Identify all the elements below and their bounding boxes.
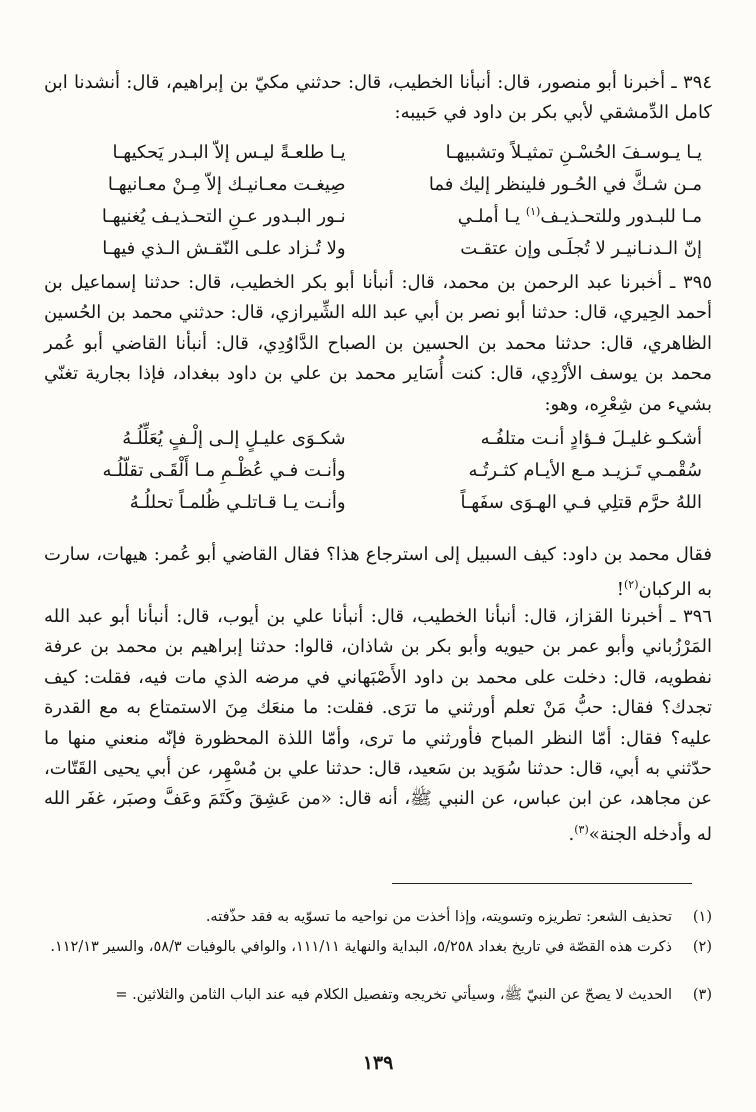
verse <box>54 422 702 454</box>
paragraph-end-mark: . <box>568 823 575 845</box>
verse <box>54 136 702 168</box>
verse-first-text: مـا للبـدور وللتحـذيـف <box>540 206 702 227</box>
verse-first-hemistich: سُقْمـي تَـزيـد مـع الأيـام كثـرتُـه <box>468 459 702 481</box>
footnote-mark: (٢) <box>692 939 712 955</box>
verse-second-hemistich: صِيغـت معـانيـك إلاّ مِـنْ معـانيهـا <box>107 173 346 195</box>
verse-first-hemistich: اللهُ حرَّم قتلِي فـي الهـوَى سفَهـاً <box>460 491 702 513</box>
footnote-2 <box>44 936 712 959</box>
verse-first-hemistich <box>410 205 702 227</box>
verse <box>54 486 702 518</box>
verse-first-text-end: يـا أملـي <box>457 206 526 227</box>
poem-1 <box>54 136 702 264</box>
footnote-ref-2[interactable]: (٢) <box>623 578 639 592</box>
verse-second-hemistich: نـور البـدور عـنِ التحـذيـف يُغنيهـا <box>101 205 346 227</box>
verse <box>54 454 702 486</box>
poem-2 <box>54 422 702 518</box>
footnote-mark: (١) <box>692 909 712 925</box>
verse-second-hemistich: وأنـت فـي عُظْـمِ مـا أَلْقَـى تقلّلُـه <box>102 459 346 481</box>
footnote-3 <box>44 984 712 1007</box>
paragraph-394: ٣٩٤ ـ أخبرنا أبو منصور، قال: أنبأنا الخطيب، قال: حدثني مكيّ بن إبراهيم، قال: أنشدنا ابن كامل الدِّمشقي لأبي بكر بن داود في حَبيبه: <box>44 72 712 124</box>
verse-first-hemistich: إنّ الـدنـانيـر لا تُجلَـى وإن عتقـت <box>460 237 702 259</box>
page-number: ١٣٩ <box>362 1052 394 1074</box>
verse <box>54 232 702 264</box>
footnote-1 <box>44 906 712 929</box>
footnote-mark: (٣) <box>692 987 712 1003</box>
verse-first-hemistich: مـن شـكَّ في الحُـور فلينظر إليك فما <box>428 173 702 195</box>
paragraph-396 <box>44 602 712 850</box>
paragraph-395: ٣٩٥ ـ أخبرنا عبد الرحمن بن محمد، قال: أنبأنا أبو بكر الخطيب، قال: حدثنا إسماعيل بن أحمد الحِيري، قال: حدثنا أبو نصر بن أبي عبد الله الشِّيرازي، قال: حدثني محمد بن الحُسين الظاهري، قال: حدثنا محمد بن الحسين بن الصباح الدَّاوُدِي، قال: أنبأنا القاضي أبو عُمر محمد بن يوسف الأزْدِي، قال: كنت أُسَاير محمد بن علي بن داود ببغداد، فإذا بجارية تغنّي بشيء من شِعْرِه، وهو: <box>44 272 712 415</box>
verse <box>54 200 702 232</box>
footnote-ref-3[interactable]: (٣) <box>574 822 589 836</box>
verse-second-hemistich: يـا طلعـةً ليـس إلاّ البـدر يَحكيهـا <box>112 141 346 163</box>
footnote-text: الحديث لا يصحّ عن النبيّ ﷺ، وسيأتي تخريجه وتفصيل الكلام فيه عند الباب الثامن والثلاثين. = <box>115 987 672 1003</box>
verse-second-hemistich: ولا تُـزاد علـى النّقـش الـذي فيهـا <box>102 237 346 259</box>
footnote-divider <box>392 883 692 884</box>
footnote-text: ذكرت هذه القصّة في تاريخ بغداد ٥/٢٥٨، البداية والنهاية ١١١/١١، والوافي بالوفيات ٥٨/٣، والسير ١١٢/١٣. <box>50 939 672 955</box>
footnote-ref-1[interactable]: (١) <box>525 205 541 218</box>
verse-second-hemistich: وأنـت يـا قـاتلـي ظُلمـاً تحللُـهُ <box>129 491 346 513</box>
verse-first-hemistich: يـا يـوسـفَ الحُسْـنِ تمثيـلاً وتشبيهـا <box>445 141 702 163</box>
verse <box>54 168 702 200</box>
paragraph-end-mark: ! <box>616 579 624 601</box>
paragraph-text: فقال محمد بن داود: كيف السبيل إلى استرجاع هذا؟ فقال القاضي أبو عُمر: هيهات، سارت به الركبان <box>44 544 712 601</box>
paragraph-text: ٣٩٦ ـ أخبرنا القزاز، قال: أنبأنا الخطيب، قال: أنبأنا علي بن أيوب، قال: أنبأنا أبو عبد الله المَرْزُباني وأبو عمر بن حيويه وأبو بكر بن شاذان، قالوا: حدثنا إبراهيم بن محمد بن عرفة نفطويه، قال: دخلت على محمد بن داود الأَصْبَهاني في مرضه الذي مات فيه، فقلت: كيف تجدك؟ فقال: حبُّ مَنْ تعلم أورثني ما ترَى. فقلت: ما منعَك مِنَ الاستمتاع به مع القدرة عليه؟ فقال: أمّا النظر المباح فأورثني ما ترى، وأمّا اللذة المحظورة فإنّه منعني منها ما حدّثني به أبي، قال: حدثنا سُوَيد بن سَعيد، قال: حدثنا علي بن مُسْهِر، عن أبي يحيى القَتّات، عن مجاهد، عن ابن عباس، عن النبي ﷺ، أنه قال: «من عَشِقَ وكَتَمَ وعَفَّ وصبَر، غفَر الله له وأدخله الجنة» <box>44 606 712 845</box>
verse-first-hemistich: أشكـو غليـلَ فـؤادٍ أنـت متلفُـه <box>480 427 702 449</box>
footnote-text: تحذيف الشعر: تطريزه وتسويته، وإذا أخذت من نواحيه ما تسوّيه به فقد حذّفته. <box>205 909 672 925</box>
paragraph-395-end <box>44 540 712 606</box>
verse-second-hemistich: شكـوَى عليـلٍ إلـى إلْـفٍ يُعَلِّلُـهُ <box>122 427 346 449</box>
